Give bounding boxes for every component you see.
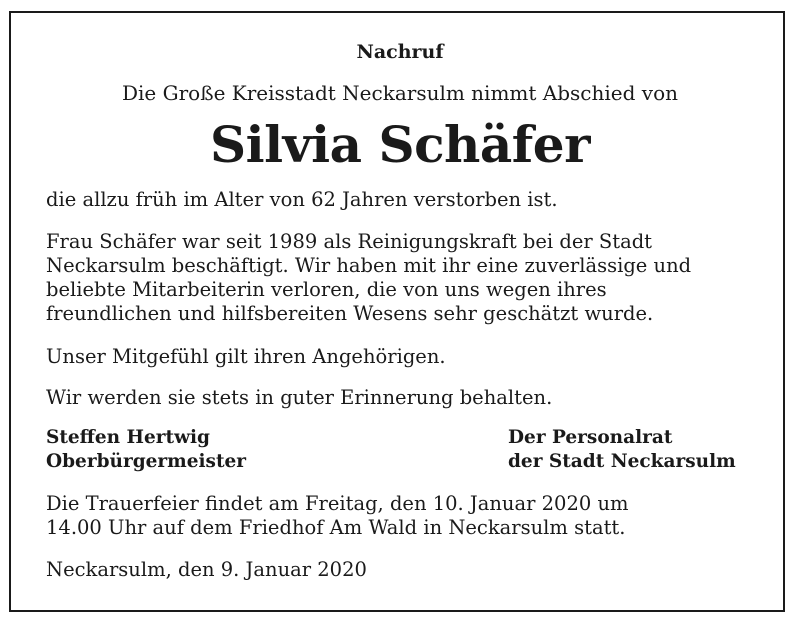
body-paragraph (46, 230, 766, 326)
body-line: Frau Schäfer war seit 1989 als Reinigungskraft bei der Stadt (46, 230, 653, 253)
signature-staff-council (508, 426, 736, 474)
funeral-paragraph (46, 492, 766, 540)
funeral-line: 14.00 Uhr auf dem Friedhof Am Wald in Neckarsulm statt. (46, 516, 626, 539)
age-line: die allzu früh im Alter von 62 Jahren verstorben ist. (46, 188, 558, 211)
signature-title: der Stadt Neckarsulm (508, 451, 736, 472)
body-line: freundlichen und hilfsbereiten Wesens sehr geschätzt wurde. (46, 302, 654, 325)
deceased-name: Silvia Schäfer (210, 115, 590, 174)
notice-intro: Die Große Kreisstadt Neckarsulm nimmt Abschied von (122, 81, 678, 105)
remembrance-line: Wir werden sie stets in guter Erinnerung behalten. (46, 386, 553, 409)
notice-heading: Nachruf (356, 41, 444, 63)
condolence-line: Unser Mitgefühl gilt ihren Angehörigen. (46, 345, 446, 368)
signature-mayor (46, 426, 246, 474)
signature-name: Der Personalrat (508, 427, 673, 448)
body-line: beliebte Mitarbeiterin verloren, die von uns wegen ihres (46, 278, 607, 301)
funeral-line: Die Trauerfeier findet am Freitag, den 10. Januar 2020 um (46, 492, 629, 515)
signature-name: Steffen Hertwig (46, 427, 210, 448)
signature-title: Oberbürgermeister (46, 451, 247, 472)
body-line: Neckarsulm beschäftigt. Wir haben mit ihr eine zuverlässige und (46, 254, 692, 277)
place-date: Neckarsulm, den 9. Januar 2020 (46, 558, 367, 581)
